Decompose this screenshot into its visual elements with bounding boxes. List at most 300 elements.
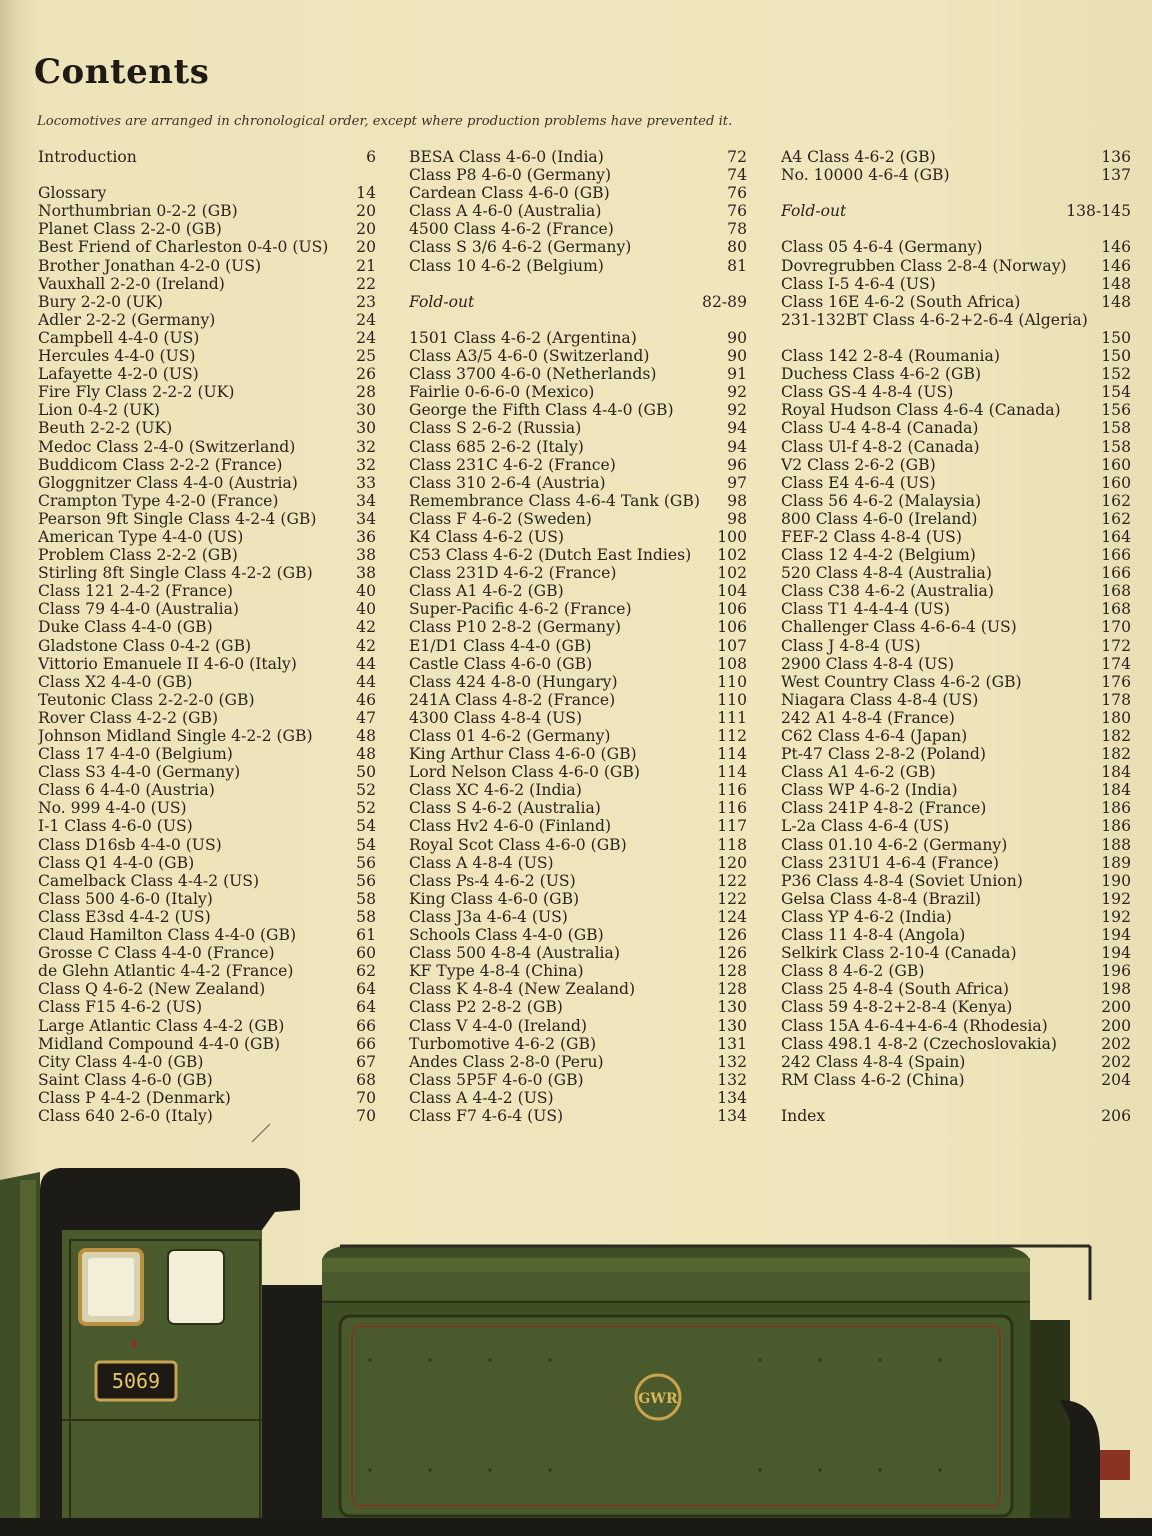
entry-page-number: 54 xyxy=(356,835,376,854)
contents-entry xyxy=(38,926,376,944)
entry-page-number: 54 xyxy=(356,817,376,836)
entry-title: E1/D1 Class 4-4-0 (GB) xyxy=(409,636,592,655)
entry-page-number: 56 xyxy=(356,871,376,890)
entry-page-number: 182 xyxy=(1101,727,1131,745)
entry-title: 4300 Class 4-8-4 (US) xyxy=(409,708,583,727)
entry-title: Class E4 4-6-4 (US) xyxy=(781,473,936,492)
contents-entry xyxy=(781,564,1131,582)
entry-title: No. 10000 4-6-4 (GB) xyxy=(781,166,950,185)
contents-entry xyxy=(781,238,1131,256)
adjacent-page-edge xyxy=(0,520,18,1060)
entry-page-number: 38 xyxy=(356,546,376,565)
entry-page-number: 200 xyxy=(1101,998,1131,1017)
contents-entry xyxy=(409,1089,747,1107)
entry-page-number: 198 xyxy=(1101,980,1131,999)
entry-title: Challenger Class 4-6-6-4 (US) xyxy=(781,618,1017,637)
entry-page-number: 162 xyxy=(1101,509,1131,528)
entry-title: Class J 4-8-4 (US) xyxy=(781,636,921,655)
entry-title: Class E3sd 4-4-2 (US) xyxy=(38,907,211,926)
entry-title: Gladstone Class 0-4-2 (GB) xyxy=(38,636,252,655)
contents-entry xyxy=(38,564,376,582)
entry-title: Class Ps-4 4-6-2 (US) xyxy=(409,871,576,890)
entry-title: Class 231U1 4-6-4 (France) xyxy=(781,853,999,872)
contents-entry xyxy=(781,799,1131,817)
contents-entry xyxy=(781,510,1131,528)
entry-title: Class 3700 4-6-0 (Netherlands) xyxy=(409,365,657,384)
entry-title: Class S 2-6-2 (Russia) xyxy=(409,419,582,438)
entry-page-number: 164 xyxy=(1101,527,1131,546)
contents-entry xyxy=(38,238,376,256)
contents-entry xyxy=(38,220,376,238)
contents-entry xyxy=(781,962,1131,980)
entry-page-number: 168 xyxy=(1101,582,1131,601)
entry-page-number: 42 xyxy=(356,618,376,637)
contents-entry xyxy=(38,890,376,908)
entry-page-number: 202 xyxy=(1101,1052,1131,1071)
entry-title: A4 Class 4-6-2 (GB) xyxy=(781,148,936,166)
contents-entry xyxy=(409,799,747,817)
entry-page-number: 170 xyxy=(1101,618,1131,637)
cab xyxy=(40,1168,300,1536)
entry-title: Class I-5 4-6-4 (US) xyxy=(781,274,936,293)
contents-column-2 xyxy=(409,148,747,1125)
contents-entry xyxy=(781,709,1131,727)
contents-entry xyxy=(781,691,1131,709)
entry-title: American Type 4-4-0 (US) xyxy=(38,527,244,546)
contents-entry xyxy=(38,655,376,673)
entry-page-number: 92 xyxy=(727,383,747,402)
contents-entry xyxy=(38,492,376,510)
contents-entry xyxy=(409,419,747,437)
entry-page-number: 42 xyxy=(356,636,376,655)
contents-entry xyxy=(409,329,747,347)
entry-page-number: 33 xyxy=(356,473,376,492)
contents-entry xyxy=(781,890,1131,908)
contents-entry xyxy=(409,401,747,419)
entry-title: Class Q 4-6-2 (New Zealand) xyxy=(38,980,266,999)
entry-page-number: 180 xyxy=(1101,708,1131,727)
entry-page-number: 24 xyxy=(356,328,376,347)
contents-entry xyxy=(38,1089,376,1107)
entry-title: Fairlie 0-6-6-0 (Mexico) xyxy=(409,383,595,402)
entry-title: C53 Class 4-6-2 (Dutch East Indies) xyxy=(409,546,692,565)
contents-entry xyxy=(38,438,376,456)
entry-page-number: 150 xyxy=(1101,328,1131,347)
entry-page-number: 194 xyxy=(1101,926,1131,945)
entry-page-number: 156 xyxy=(1101,401,1131,420)
entry-page-number: 168 xyxy=(1101,600,1131,619)
entry-page-number: 124 xyxy=(717,907,747,926)
entry-title: Class K 4-8-4 (New Zealand) xyxy=(409,980,636,999)
entry-page-number: 68 xyxy=(356,1070,376,1089)
entry-title: Super-Pacific 4-6-2 (France) xyxy=(409,600,632,619)
entry-title: Class Ul-f 4-8-2 (Canada) xyxy=(781,437,980,456)
entry-page-number: 106 xyxy=(717,618,747,637)
contents-entry xyxy=(781,836,1131,854)
entry-title: 520 Class 4-8-4 (Australia) xyxy=(781,564,992,583)
entry-page-number: 104 xyxy=(717,582,747,601)
entry-page-number: 117 xyxy=(717,817,747,836)
entry-page-number: 162 xyxy=(1101,491,1131,510)
contents-entry xyxy=(38,727,376,745)
entry-title: KF Type 4-8-4 (China) xyxy=(409,962,584,981)
entry-page-number: 46 xyxy=(356,690,376,709)
contents-entry xyxy=(38,745,376,763)
contents-entry xyxy=(781,980,1131,998)
contents-entry xyxy=(781,438,1131,456)
entry-page-number: 158 xyxy=(1101,437,1131,456)
contents-entry xyxy=(781,383,1131,401)
contents-entry xyxy=(38,799,376,817)
entry-page-number: 25 xyxy=(356,347,376,366)
contents-entry xyxy=(781,582,1131,600)
entry-page-number: 128 xyxy=(717,980,747,999)
entry-title: Class XC 4-6-2 (India) xyxy=(409,781,582,800)
entry-page-number: 60 xyxy=(356,944,376,963)
entry-page-number: 112 xyxy=(717,727,747,745)
contents-entry xyxy=(409,365,747,383)
entry-title: Class 5P5F 4-6-0 (GB) xyxy=(409,1070,584,1089)
contents-entry xyxy=(38,474,376,492)
entry-title: 800 Class 4-6-0 (Ireland) xyxy=(781,509,978,528)
contents-entry xyxy=(409,600,747,618)
entry-title: 241A Class 4-8-2 (France) xyxy=(409,690,616,709)
contents-entry xyxy=(38,781,376,799)
entry-page-number: 14 xyxy=(356,184,376,203)
entry-title: 2900 Class 4-8-4 (US) xyxy=(781,654,955,673)
entry-page-number: 148 xyxy=(1101,274,1131,293)
entry-page-number: 116 xyxy=(717,799,747,818)
entry-title: Class S3 4-4-0 (Germany) xyxy=(38,763,241,782)
entry-page-number: 98 xyxy=(727,491,747,510)
entry-page-number: 40 xyxy=(356,600,376,619)
entry-title: Class C38 4-6-2 (Australia) xyxy=(781,582,994,601)
entry-page-number: 64 xyxy=(356,998,376,1017)
contents-entry xyxy=(409,618,747,636)
entry-title: Medoc Class 2-4-0 (Switzerland) xyxy=(38,437,296,456)
entry-page-number: 94 xyxy=(727,419,747,438)
entry-title: Lafayette 4-2-0 (US) xyxy=(38,365,199,384)
contents-entry xyxy=(38,582,376,600)
contents-entry xyxy=(38,202,376,220)
entry-page-number: 30 xyxy=(356,401,376,420)
contents-entry xyxy=(409,890,747,908)
entry-page-number: 70 xyxy=(356,1106,376,1125)
entry-page-number: 160 xyxy=(1101,473,1131,492)
contents-entry xyxy=(38,383,376,401)
entry-title: 242 Class 4-8-4 (Spain) xyxy=(781,1052,966,1071)
entry-page-number: 110 xyxy=(717,690,747,709)
entry-page-number: 98 xyxy=(727,509,747,528)
entry-title: Vittorio Emanuele II 4-6-0 (Italy) xyxy=(38,654,297,673)
entry-page-number: 40 xyxy=(356,582,376,601)
entry-title: Index xyxy=(781,1106,826,1125)
tender-emblem: GWR xyxy=(638,1391,678,1407)
entry-title: Royal Hudson Class 4-6-4 (Canada) xyxy=(781,401,1061,420)
contents-entry xyxy=(409,908,747,926)
entry-page-number: 114 xyxy=(717,745,747,764)
contents-entry xyxy=(781,637,1131,655)
entry-page-number: 122 xyxy=(717,871,747,890)
contents-entry xyxy=(781,528,1131,546)
contents-entry xyxy=(409,184,747,202)
contents-entry xyxy=(781,1017,1131,1035)
contents-entry xyxy=(781,275,1131,293)
entry-page-number: 107 xyxy=(717,636,747,655)
entry-title: Class P 4-4-2 (Denmark) xyxy=(38,1088,231,1107)
entry-title: Class 25 4-8-4 (South Africa) xyxy=(781,980,1010,999)
entry-title: Problem Class 2-2-2 (GB) xyxy=(38,546,238,565)
entry-title: Class F 4-6-2 (Sweden) xyxy=(409,509,592,528)
entry-page-number: 6 xyxy=(366,148,376,166)
entry-title: Gelsa Class 4-8-4 (Brazil) xyxy=(781,889,981,908)
entry-page-number: 66 xyxy=(356,1034,376,1053)
entry-title: BESA Class 4-6-0 (India) xyxy=(409,148,604,166)
contents-entry xyxy=(38,1035,376,1053)
entry-page-number: 81 xyxy=(727,256,747,275)
contents-entry xyxy=(781,456,1131,474)
entry-title: Camelback Class 4-4-2 (US) xyxy=(38,871,260,890)
entry-page-number: 32 xyxy=(356,455,376,474)
entry-title: Gloggnitzer Class 4-4-0 (Austria) xyxy=(38,473,298,492)
entry-title: 4500 Class 4-6-2 (France) xyxy=(409,220,614,239)
entry-title: Class 8 4-6-2 (GB) xyxy=(781,962,925,981)
contents-entry xyxy=(38,528,376,546)
entry-page-number: 74 xyxy=(727,166,747,185)
entry-title: Class A 4-8-4 (US) xyxy=(409,853,554,872)
entry-page-number: 192 xyxy=(1101,907,1131,926)
entry-page-number: 126 xyxy=(717,926,747,945)
entry-page-number: 196 xyxy=(1101,962,1131,981)
entry-page-number: 138-145 xyxy=(1066,202,1131,221)
entry-title: Claud Hamilton Class 4-4-0 (GB) xyxy=(38,926,297,945)
entry-title: Midland Compound 4-4-0 (GB) xyxy=(38,1034,281,1053)
entry-page-number: 32 xyxy=(356,437,376,456)
entry-page-number: 192 xyxy=(1101,889,1131,908)
entry-title: Schools Class 4-4-0 (GB) xyxy=(409,926,604,945)
entry-page-number: 78 xyxy=(727,220,747,239)
entry-title: Class P8 4-6-0 (Germany) xyxy=(409,166,612,185)
contents-entry xyxy=(781,745,1131,763)
entry-page-number: 154 xyxy=(1101,383,1131,402)
contents-entry xyxy=(409,293,747,311)
contents-entry xyxy=(38,600,376,618)
entry-title: Duke Class 4-4-0 (GB) xyxy=(38,618,213,637)
contents-entry xyxy=(38,854,376,872)
contents-entry xyxy=(409,691,747,709)
entry-page-number: 189 xyxy=(1101,853,1131,872)
contents-entry xyxy=(409,456,747,474)
entry-page-number: 194 xyxy=(1101,944,1131,963)
entry-page-number: 96 xyxy=(727,455,747,474)
entry-page-number: 186 xyxy=(1101,817,1131,836)
entry-page-number: 102 xyxy=(717,546,747,565)
contents-entry xyxy=(38,1071,376,1089)
entry-page-number: 52 xyxy=(356,799,376,818)
contents-column-3 xyxy=(781,148,1131,1125)
entry-title: Turbomotive 4-6-2 (GB) xyxy=(409,1034,597,1053)
entry-title: Castle Class 4-6-0 (GB) xyxy=(409,654,593,673)
contents-entry xyxy=(38,510,376,528)
contents-entry xyxy=(409,1035,747,1053)
entry-page-number: 102 xyxy=(717,564,747,583)
entry-title: Class 56 4-6-2 (Malaysia) xyxy=(781,491,982,510)
page-subtitle: Locomotives are arranged in chronological order, except where production problems have prevented it. xyxy=(37,114,733,129)
entry-title: Planet Class 2-2-0 (GB) xyxy=(38,220,222,239)
entry-page-number: 204 xyxy=(1101,1070,1131,1089)
entry-page-number: 132 xyxy=(717,1070,747,1089)
entry-page-number: 137 xyxy=(1101,166,1131,185)
entry-page-number: 206 xyxy=(1101,1106,1131,1125)
entry-title: Class WP 4-6-2 (India) xyxy=(781,781,958,800)
contents-entry xyxy=(38,257,376,275)
contents-entry xyxy=(781,618,1131,636)
contents-entry xyxy=(781,872,1131,890)
contents-entry xyxy=(38,456,376,474)
contents-entry xyxy=(409,474,747,492)
entry-page-number: 131 xyxy=(717,1034,747,1053)
contents-entry xyxy=(38,148,376,166)
entry-title: Vauxhall 2-2-0 (Ireland) xyxy=(38,274,225,293)
entry-page-number: 110 xyxy=(717,672,747,691)
entry-title: Class Hv2 4-6-0 (Finland) xyxy=(409,817,612,836)
entry-page-number: 26 xyxy=(356,365,376,384)
entry-page-number: 134 xyxy=(717,1088,747,1107)
entry-title: Class 142 2-8-4 (Roumania) xyxy=(781,347,1000,366)
entry-title: 231-132BT Class 4-6-2+2-6-4 (Algeria) xyxy=(781,310,1088,329)
entry-title: Class A1 4-6-2 (GB) xyxy=(409,582,564,601)
contents-entry xyxy=(781,148,1131,166)
entry-page-number: 90 xyxy=(727,347,747,366)
entry-title: King Arthur Class 4-6-0 (GB) xyxy=(409,745,637,764)
entry-title: Remembrance Class 4-6-4 Tank (GB) xyxy=(409,491,700,510)
entry-title: Class 640 2-6-0 (Italy) xyxy=(38,1106,213,1125)
entry-title: Bury 2-2-0 (UK) xyxy=(38,292,163,311)
entry-title: City Class 4-4-0 (GB) xyxy=(38,1052,204,1071)
contents-entry xyxy=(781,1071,1131,1089)
entry-title: Lord Nelson Class 4-6-0 (GB) xyxy=(409,763,640,782)
entry-title: Lion 0-4-2 (UK) xyxy=(38,401,160,420)
entry-title: Royal Scot Class 4-6-0 (GB) xyxy=(409,835,627,854)
entry-page-number: 184 xyxy=(1101,781,1131,800)
entry-title: Class 01 4-6-2 (Germany) xyxy=(409,727,611,745)
contents-entry xyxy=(409,655,747,673)
contents-entry xyxy=(409,745,747,763)
entry-title: Class 500 4-8-4 (Australia) xyxy=(409,944,620,963)
entry-title: Campbell 4-4-0 (US) xyxy=(38,328,200,347)
entry-page-number: 48 xyxy=(356,745,376,764)
contents-entry xyxy=(38,637,376,655)
contents-entry xyxy=(38,872,376,890)
contents-entry xyxy=(781,365,1131,383)
entry-page-number: 166 xyxy=(1101,546,1131,565)
contents-entry xyxy=(409,1017,747,1035)
entry-title: 1501 Class 4-6-2 (Argentina) xyxy=(409,328,637,347)
entry-title: Stirling 8ft Single Class 4-2-2 (GB) xyxy=(38,564,313,583)
entry-page-number: 20 xyxy=(356,220,376,239)
contents-entry xyxy=(409,926,747,944)
entry-title: Class 79 4-4-0 (Australia) xyxy=(38,600,239,619)
contents-entry xyxy=(781,655,1131,673)
entry-page-number: 44 xyxy=(356,672,376,691)
contents-entry xyxy=(781,727,1131,745)
entry-title: Hercules 4-4-0 (US) xyxy=(38,347,196,366)
entry-page-number: 97 xyxy=(727,473,747,492)
entry-page-number: 146 xyxy=(1101,256,1131,275)
entry-title: Class 424 4-8-0 (Hungary) xyxy=(409,672,618,691)
entry-title: Class P10 2-8-2 (Germany) xyxy=(409,618,621,637)
entry-page-number: 148 xyxy=(1101,292,1131,311)
entry-page-number: 23 xyxy=(356,292,376,311)
contents-entry xyxy=(409,854,747,872)
entry-page-number: 47 xyxy=(356,708,376,727)
entry-title: Beuth 2-2-2 (UK) xyxy=(38,419,173,438)
contents-entry xyxy=(409,202,747,220)
entry-page-number: 61 xyxy=(356,926,376,945)
entry-title: Class J3a 4-6-4 (US) xyxy=(409,907,568,926)
entry-page-number: 146 xyxy=(1101,238,1131,257)
contents-entry xyxy=(781,419,1131,437)
entry-page-number: 158 xyxy=(1101,419,1131,438)
entry-title: Class 6 4-4-0 (Austria) xyxy=(38,781,215,800)
entry-page-number: 72 xyxy=(727,148,747,166)
entry-title: Class 17 4-4-0 (Belgium) xyxy=(38,745,233,764)
contents-entry xyxy=(781,166,1131,184)
entry-title: Class 685 2-6-2 (Italy) xyxy=(409,437,584,456)
contents-entry xyxy=(409,763,747,781)
contents-entry xyxy=(781,347,1131,365)
contents-entry xyxy=(781,202,1131,220)
contents-entry xyxy=(409,673,747,691)
contents-entry xyxy=(409,148,747,166)
entry-page-number: 108 xyxy=(717,654,747,673)
contents-entry xyxy=(409,817,747,835)
entry-title: Class 59 4-8-2+2-8-4 (Kenya) xyxy=(781,998,1013,1017)
contents-entry xyxy=(409,347,747,365)
contents-entry xyxy=(781,854,1131,872)
entry-title: 242 A1 4-8-4 (France) xyxy=(781,708,955,727)
entry-title: West Country Class 4-6-2 (GB) xyxy=(781,672,1022,691)
contents-entry xyxy=(409,166,747,184)
contents-entry xyxy=(38,998,376,1016)
contents-entry xyxy=(38,673,376,691)
entry-page-number: 136 xyxy=(1101,148,1131,166)
contents-entry xyxy=(409,727,747,745)
entry-title: Class U-4 4-8-4 (Canada) xyxy=(781,419,979,438)
entry-page-number: 30 xyxy=(356,419,376,438)
contents-entry xyxy=(781,817,1131,835)
entry-title: Class S 3/6 4-6-2 (Germany) xyxy=(409,238,632,257)
entry-title: Class X2 4-4-0 (GB) xyxy=(38,672,193,691)
entry-title: Fold-out xyxy=(781,202,847,221)
entry-page-number: 182 xyxy=(1101,745,1131,764)
contents-entry xyxy=(38,691,376,709)
contents-entry xyxy=(38,293,376,311)
entry-page-number: 20 xyxy=(356,202,376,221)
entry-title: Class 12 4-4-2 (Belgium) xyxy=(781,546,976,565)
entry-page-number: 28 xyxy=(356,383,376,402)
contents-entry xyxy=(781,492,1131,510)
contents-entry xyxy=(781,673,1131,691)
contents-entry xyxy=(409,582,747,600)
contents-entry xyxy=(38,275,376,293)
contents-entry xyxy=(38,419,376,437)
contents-entry xyxy=(38,836,376,854)
entry-title: Northumbrian 0-2-2 (GB) xyxy=(38,202,238,221)
contents-entry xyxy=(409,872,747,890)
contents-entry xyxy=(781,926,1131,944)
contents-entry xyxy=(38,618,376,636)
